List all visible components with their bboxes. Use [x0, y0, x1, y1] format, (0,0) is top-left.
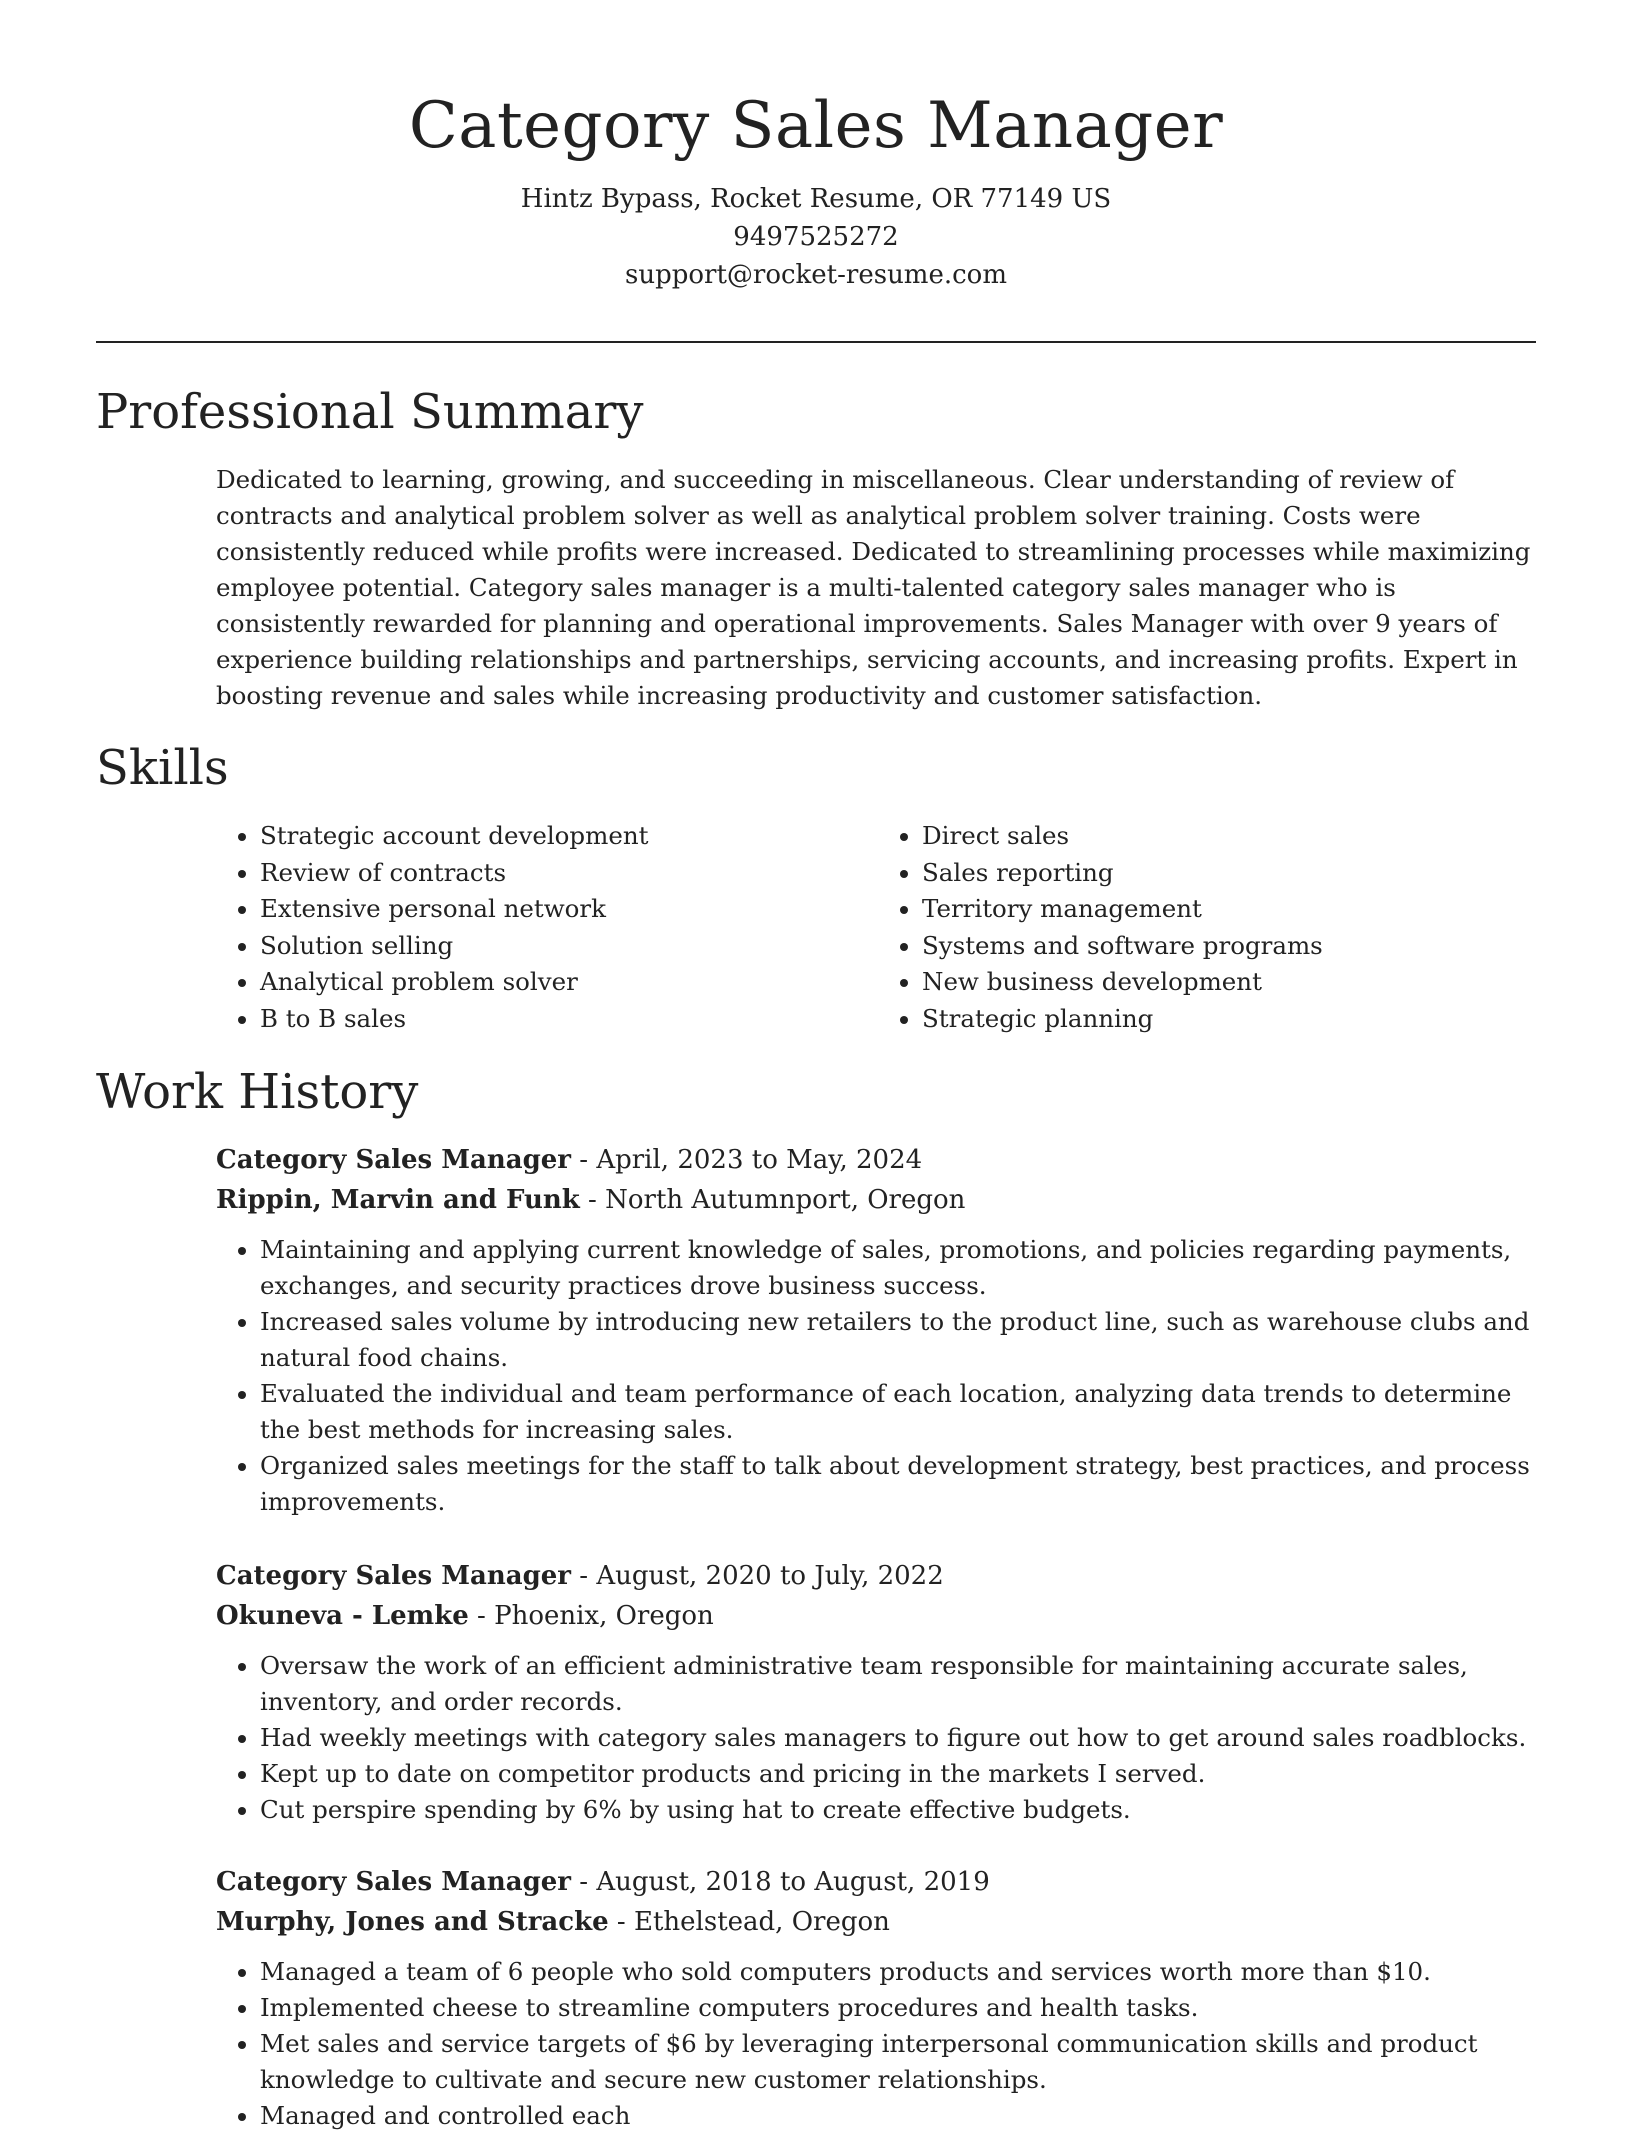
- skills-column-left: [216, 818, 878, 1037]
- skill-item: • Systems and software programs: [922, 928, 1540, 965]
- job-bullet: • Met sales and service targets of $6 by leveraging interpersonal communication skills and product knowledge to cultivate and secure new customer relationships.: [260, 2026, 1540, 2098]
- skill-item: • Review of contracts: [260, 855, 878, 892]
- job-role: Category Sales Manager: [216, 1867, 571, 1897]
- job-company: Murphy, Jones and Stracke: [216, 1907, 609, 1937]
- skills-heading: Skills: [96, 740, 229, 796]
- job-dates: - August, 2020 to July, 2022: [571, 1561, 944, 1591]
- job-bullet: • Managed and controlled each: [260, 2098, 1540, 2134]
- skill-item: • Direct sales: [922, 818, 1540, 855]
- job-bullet: • Evaluated the individual and team performance of each location, analyzing data trends to determine the best methods for increasing sales.: [260, 1376, 1540, 1448]
- job-dates: - August, 2018 to August, 2019: [571, 1867, 990, 1897]
- job-company-line: [216, 1180, 1540, 1220]
- skill-item: • B to B sales: [260, 1001, 878, 1038]
- job-company-line: [216, 1596, 1540, 1636]
- job-bullet: • Organized sales meetings for the staff to talk about development strategy, best practices, and process improvements.: [260, 1448, 1540, 1520]
- job-bullet: • Oversaw the work of an efficient administrative team responsible for maintaining accurate sales, inventory, and order records.: [260, 1648, 1540, 1720]
- job-company: Okuneva - Lemke: [216, 1601, 469, 1631]
- job-bullet: • Had weekly meetings with category sales managers to figure out how to get around sales roadblocks.: [260, 1720, 1540, 1756]
- skill-item: • Strategic planning: [922, 1001, 1540, 1038]
- job-company: Rippin, Marvin and Funk: [216, 1185, 580, 1215]
- job-title-line: [216, 1862, 1540, 1902]
- job-location: - North Autumnport, Oregon: [579, 1185, 966, 1215]
- job-company-line: [216, 1902, 1540, 1942]
- job-dates: - April, 2023 to May, 2024: [571, 1145, 923, 1175]
- job-entry: [216, 1556, 1540, 1828]
- summary-text: Dedicated to learning, growing, and succeeding in miscellaneous. Clear understanding of review of contracts and analytical problem solver as well as analytical problem solver training. Costs were consistently reduced while profits were increased. Dedicated to streamlining processes while maximizing employee potential. Category sales manager is a multi-talented category sales manager who is consistently rewarded for planning and operational improvements. Sales Manager with over 9 years of experience building relationships and partnerships, servicing accounts, and increasing profits. Expert in boosting revenue and sales while increasing productivity and customer satisfaction.: [216, 465, 1531, 710]
- job-entry: [216, 1862, 1540, 2134]
- job-role: Category Sales Manager: [216, 1561, 571, 1591]
- skill-item: • Extensive personal network: [260, 891, 878, 928]
- skill-item: • Solution selling: [260, 928, 878, 965]
- skill-item: • Analytical problem solver: [260, 964, 878, 1001]
- job-bullet: • Implemented cheese to streamline computers procedures and health tasks.: [260, 1990, 1540, 2026]
- job-bullet: • Cut perspire spending by 6% by using hat to create effective budgets.: [260, 1792, 1540, 1828]
- header-divider: [96, 341, 1536, 343]
- job-location: - Ethelstead, Oregon: [608, 1907, 890, 1937]
- job-bullets: [216, 1648, 1540, 1828]
- job-bullets: [216, 1954, 1540, 2134]
- job-location: - Phoenix, Oregon: [468, 1601, 714, 1631]
- job-bullet: • Managed a team of 6 people who sold computers products and services worth more than $10.: [260, 1954, 1540, 1990]
- work-history-heading: Work History: [96, 1064, 419, 1120]
- skill-item: • Sales reporting: [922, 855, 1540, 892]
- skill-item: • Strategic account development: [260, 818, 878, 855]
- job-title-line: [216, 1556, 1540, 1596]
- skills-list: [216, 818, 1540, 1037]
- job-role: Category Sales Manager: [216, 1145, 571, 1175]
- job-bullet: • Increased sales volume by introducing new retailers to the product line, such as warehouse clubs and natural food chains.: [260, 1304, 1540, 1376]
- skills-column-right: [878, 818, 1540, 1037]
- contact-email: support@rocket-resume.com: [624, 260, 1007, 290]
- skill-item: • New business development: [922, 964, 1540, 1001]
- job-entry: [216, 1140, 1540, 1520]
- contact-address: Hintz Bypass, Rocket Resume, OR 77149 US: [520, 184, 1112, 214]
- job-bullet: • Kept up to date on competitor products and pricing in the markets I served.: [260, 1756, 1540, 1792]
- skill-item: • Territory management: [922, 891, 1540, 928]
- job-bullet: • Maintaining and applying current knowledge of sales, promotions, and policies regarding payments, exchanges, and security practices drove business success.: [260, 1232, 1540, 1304]
- job-bullets: [216, 1232, 1540, 1520]
- contact-block: [0, 180, 1632, 294]
- summary-heading: Professional Summary: [96, 384, 644, 440]
- resume-header: [0, 0, 1632, 294]
- resume-name: Category Sales Manager: [408, 89, 1224, 163]
- job-title-line: [216, 1140, 1540, 1180]
- contact-phone: 9497525272: [733, 222, 899, 252]
